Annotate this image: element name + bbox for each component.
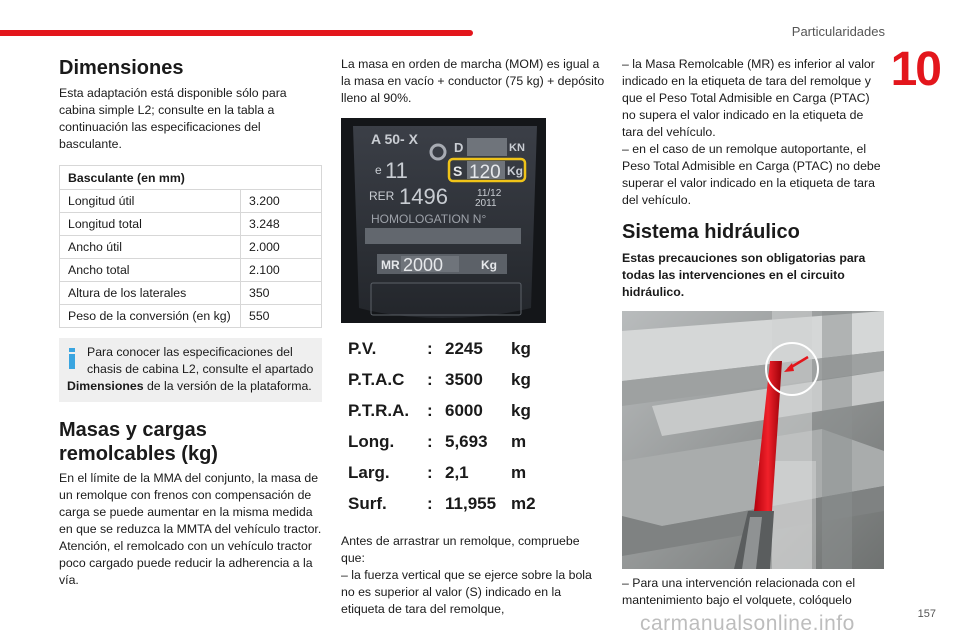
table-cell-label: Ancho útil xyxy=(60,236,241,259)
spec-unit: kg xyxy=(511,369,531,389)
masas-heading: Masas y cargas remolcables (kg) xyxy=(59,419,218,465)
spec-unit: kg xyxy=(511,400,531,420)
masas-text: En el límite de la MMA del conjunto, la masa de un remolque con frenos con compensación de carga se puede aumentar en la misma medida en que se reduzca la MMTA del vehículo tractor. Atención, el remolcado con un vehículo tractor poco cargado puede reducir la adherencia a la vía. xyxy=(59,471,322,587)
spec-row-long: Long. : 5,693 m xyxy=(341,426,606,457)
hidraulico-warning: Estas precauciones son obligatorias para todas las intervenciones en el circuito hidráulico. xyxy=(622,251,866,299)
tow-intro: Antes de arrastrar un remolque, compruebe que: xyxy=(341,534,580,565)
mom-text: La masa en orden de marcha (MOM) es igual a la masa en vacío + conductor (75 kg) + depósito lleno al 90%. xyxy=(341,57,605,105)
plate-mr-unit: Kg xyxy=(481,258,497,272)
info-icon xyxy=(67,344,77,368)
dimensiones-intro: Esta adaptación está disponible sólo para cabina simple L2; consulte en la tabla a continuación las especificaciones del basculante. xyxy=(59,86,287,151)
spec-key: P.T.A.C xyxy=(348,369,405,389)
spec-unit: m xyxy=(511,431,527,451)
plate-rer-value: 1496 xyxy=(399,184,448,209)
spec-key: P.T.R.A. xyxy=(348,400,410,420)
info-note xyxy=(59,338,322,402)
info-text-post: de la versión de la plataforma. xyxy=(143,379,312,393)
plate-e-label: e xyxy=(375,163,382,177)
spec-key: P.V. xyxy=(348,338,377,358)
column-2 xyxy=(341,56,606,618)
tare-plate-image xyxy=(341,118,546,323)
header-accent-bar xyxy=(0,30,473,36)
spec-value: 5,693 xyxy=(445,431,488,451)
table-row xyxy=(60,190,322,213)
dimensiones-heading: Dimensiones xyxy=(59,57,184,79)
spec-row-ptra: P.T.R.A. : 6000 kg xyxy=(341,395,606,426)
column-3 xyxy=(622,56,885,609)
spec-value: 3500 xyxy=(445,369,483,389)
table-cell-label: Peso de la conversión (en kg) xyxy=(60,305,241,328)
plate-mr-value: 2000 xyxy=(403,255,444,275)
spec-unit: m xyxy=(511,462,527,482)
info-text-bold: Dimensiones xyxy=(67,379,144,393)
plate-s-label: S xyxy=(453,163,463,179)
spec-row-pv: P.V. : 2245 kg xyxy=(341,333,606,364)
tow-item-3: – en el caso de un remolque autoportante, el Peso Total Admisible en Carga (PTAC) no debe superar el valor indicado en la etiqueta de tara del vehículo. xyxy=(622,142,881,207)
plate-kn-label: KN xyxy=(509,142,525,154)
plate-d-label: D xyxy=(454,140,464,155)
page-number: 157 xyxy=(917,608,936,620)
spec-unit: kg xyxy=(511,338,531,358)
table-cell-value: 2.100 xyxy=(241,259,322,282)
spec-value: 11,955 xyxy=(445,493,497,513)
table-header: Basculante (en mm) xyxy=(60,166,322,190)
hydraulic-cylinder-photo xyxy=(622,311,884,569)
chapter-number: 10 xyxy=(890,43,940,96)
plate-rer-label: RER xyxy=(369,189,395,203)
spec-value: 6000 xyxy=(445,400,483,420)
table-cell-value: 3.248 xyxy=(241,213,322,236)
plate-kg-label: Kg xyxy=(507,164,523,178)
plate-homologation: HOMOLOGATION N° xyxy=(371,212,487,226)
info-text-pre: Para conocer las especificaciones del chasis de cabina L2, consulte el apartado xyxy=(87,345,314,376)
table-cell-label: Longitud útil xyxy=(60,190,241,213)
table-cell-label: Longitud total xyxy=(60,213,241,236)
plate-s-value: 120 xyxy=(469,162,501,183)
table-cell-label: Altura de los laterales xyxy=(60,282,241,305)
spec-key: Surf. xyxy=(348,493,387,513)
table-row xyxy=(60,236,322,259)
table-cell-value: 350 xyxy=(241,282,322,305)
table-cell-label: Ancho total xyxy=(60,259,241,282)
table-row xyxy=(60,282,322,305)
table-cell-value: 3.200 xyxy=(241,190,322,213)
column-1 xyxy=(59,56,322,589)
table-cell-value: 2.000 xyxy=(241,236,322,259)
tow-item-2: – la Masa Remolcable (MR) es inferior al valor indicado en la etiqueta de tara del remolque y que el Peso Total Admisible en Carga (PTAC) no supera el valor indicado en la etiqueta de tara del vehículo. xyxy=(622,57,875,139)
spec-row-ptac: P.T.A.C : 3500 kg xyxy=(341,364,606,395)
spec-key: Larg. xyxy=(348,462,390,482)
table-row xyxy=(60,259,322,282)
tare-plate-svg xyxy=(341,118,546,323)
table-cell-value: 550 xyxy=(241,305,322,328)
tow-item-1: – la fuerza vertical que se ejerce sobre la bola no es superior al valor (S) indicado en la etiqueta de tara del remolque, xyxy=(341,568,592,616)
spec-row-larg: Larg. : 2,1 m xyxy=(341,457,606,488)
basculante-table xyxy=(59,165,322,328)
table-row xyxy=(60,213,322,236)
table-row xyxy=(60,305,322,328)
spec-row-surf: Surf. : 11,955 m2 xyxy=(341,488,606,519)
hydraulic-photo-svg xyxy=(622,311,884,569)
plate-e-value: 11 xyxy=(385,158,408,183)
watermark: carmanualsonline.info xyxy=(640,612,855,635)
spec-value: 2,1 xyxy=(445,462,469,482)
section-title: Particularidades xyxy=(791,24,885,39)
plate-a-line: A 50- X xyxy=(371,131,418,147)
spec-unit: m2 xyxy=(511,493,536,513)
plate-date: 11/12 xyxy=(477,188,502,199)
hidraulico-heading: Sistema hidráulico xyxy=(622,221,800,243)
specs-list xyxy=(341,333,606,519)
spec-value: 2245 xyxy=(445,338,483,358)
plate-mr-label: MR xyxy=(381,258,400,272)
spec-key: Long. xyxy=(348,431,395,451)
hidraulico-item-1: – Para una intervención relacionada con el mantenimiento bajo el volquete, colóquelo xyxy=(622,576,856,607)
plate-year: 2011 xyxy=(475,198,497,209)
